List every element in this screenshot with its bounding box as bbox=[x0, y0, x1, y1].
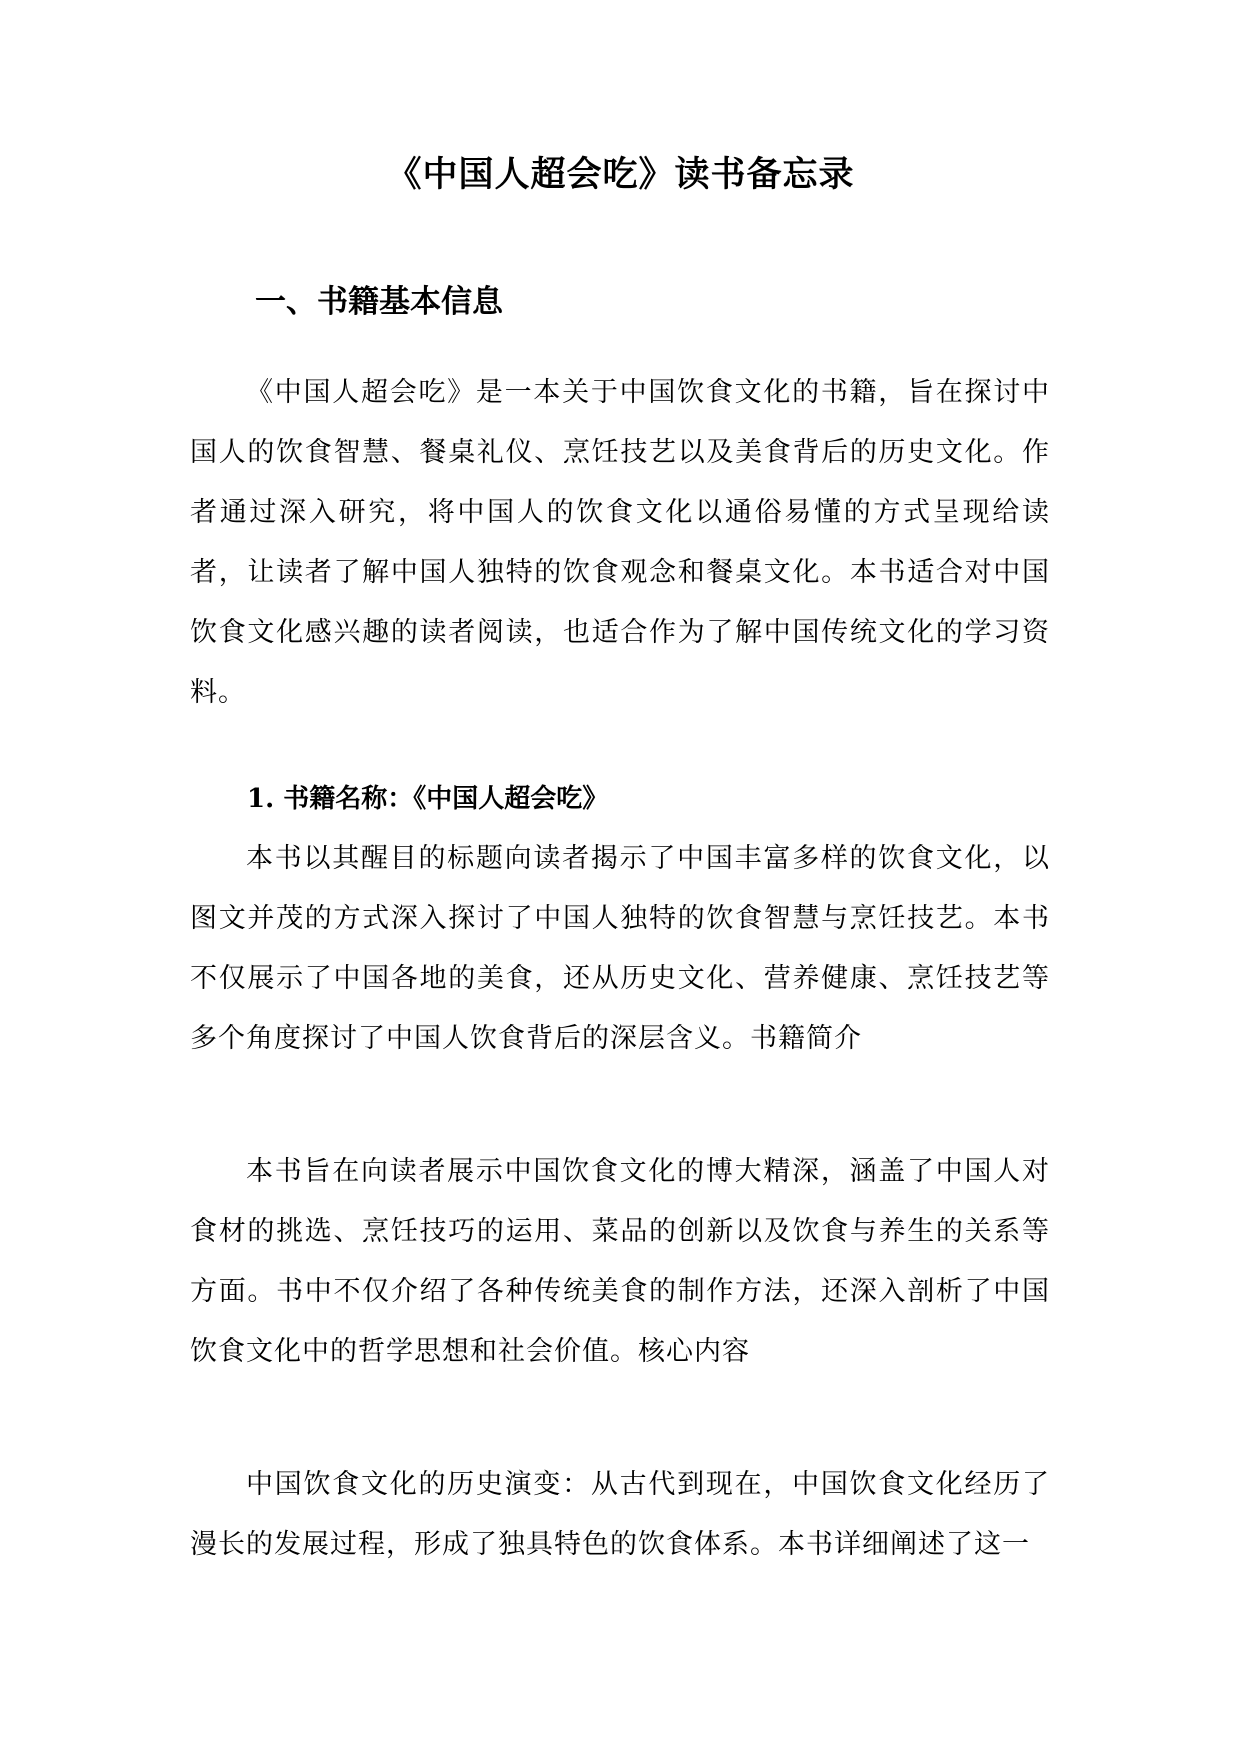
subsection-heading-book-name: 1. 书籍名称：《中国人超会吃》 bbox=[247, 784, 609, 814]
paragraph-book-overview: 《中国人超会吃》是一本关于中国饮食文化的书籍，旨在探讨中国人的饮食智慧、餐桌礼仪、烹饪技艺以及美食背后的历史文化。作者通过深入研究，将中国人的饮食文化以通俗易懂的方式呈现给读者，让读者了解中国人独特的饮食观念和餐桌文化。本书适合对中国饮食文化感兴趣的读者阅读，也适合作为了解中国传统文化的学习资料。 bbox=[190, 377, 1050, 708]
paragraph-core-content: 中国饮食文化的历史演变：从古代到现在，中国饮食文化经历了漫长的发展过程，形成了独具特色的饮食体系。本书详细阐述了这一 bbox=[190, 1469, 1050, 1560]
paragraph-book-intro: 本书旨在向读者展示中国饮食文化的博大精深，涵盖了中国人对食材的挑选、烹饪技巧的运用、菜品的创新以及饮食与养生的关系等方面。书中不仅介绍了各种传统美食的制作方法，还深入剖析了中国饮食文化中的哲学思想和社会价值。核心内容 bbox=[190, 1156, 1050, 1367]
section-heading-basic-info: 一、书籍基本信息 bbox=[255, 284, 503, 320]
document-title: 《中国人超会吃》读书备忘录 bbox=[386, 154, 855, 195]
paragraph-book-name-detail: 本书以其醒目的标题向读者揭示了中国丰富多样的饮食文化，以图文并茂的方式深入探讨了中国人独特的饮食智慧与烹饪技艺。本书不仅展示了中国各地的美食，还从历史文化、营养健康、烹饪技艺等多个角度探讨了中国人饮食背后的深层含义。书籍简介 bbox=[190, 843, 1050, 1054]
